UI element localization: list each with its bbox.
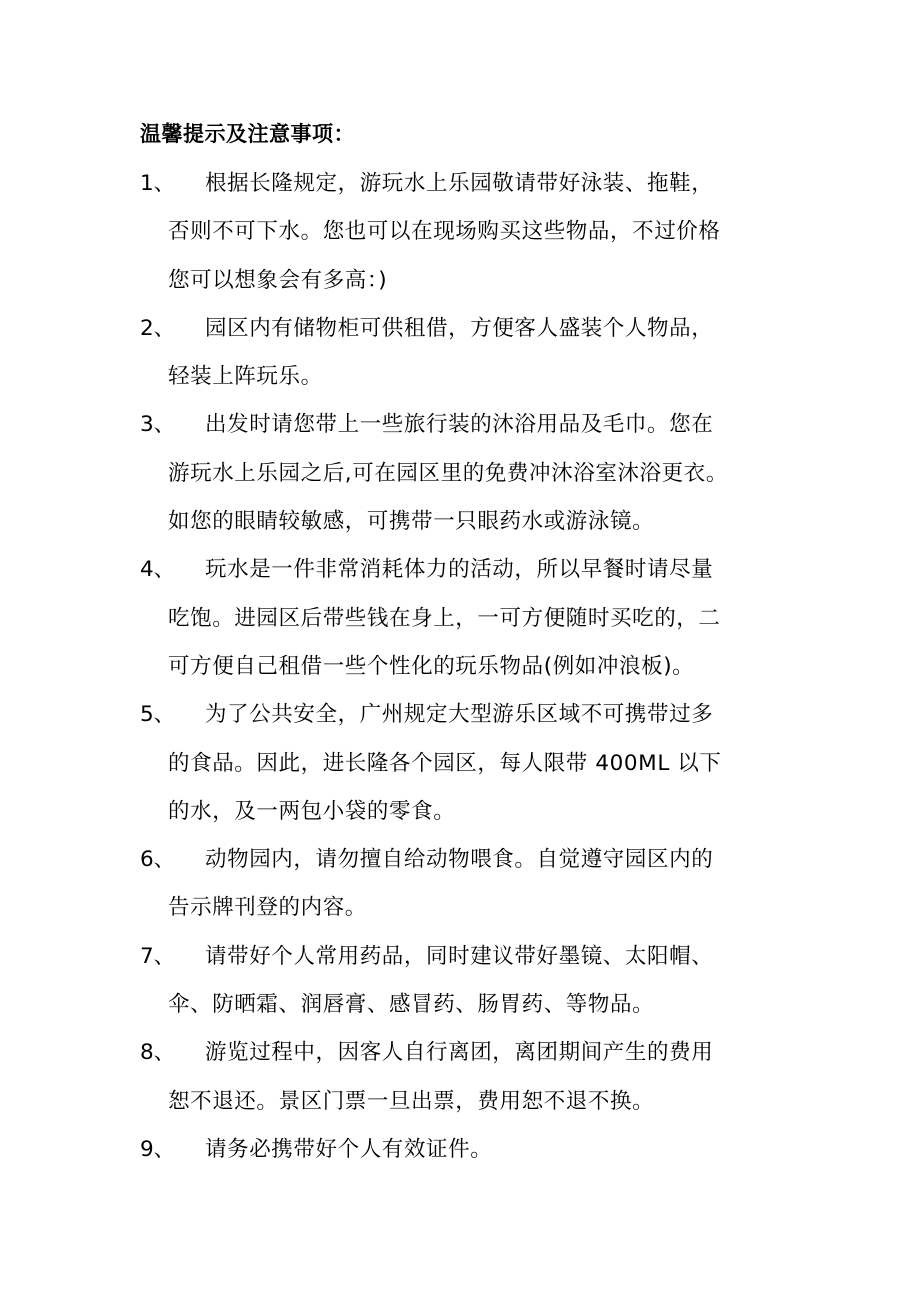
item-text-line: 请带好个人常用药品，同时建议带好墨镜、太阳帽、 <box>205 943 714 969</box>
list-item-2 <box>140 305 790 402</box>
list-item-4 <box>140 546 790 691</box>
item-text-line: 可方便自己租借一些个性化的玩乐物品(例如冲浪板)。 <box>168 653 695 679</box>
item-text-line: 游览过程中，因客人自行离团，离团期间产生的费用 <box>205 1040 714 1066</box>
item-text-line: 告示牌刊登的内容。 <box>168 895 367 921</box>
item-text-line: 动物园内，请勿擅自给动物喂食。自觉遵守园区内的 <box>205 847 714 873</box>
item-text-line: 请务必携带好个人有效证件。 <box>205 1136 493 1162</box>
item-text-line: 您可以想象会有多高：) <box>168 267 388 293</box>
item-number: 4、 <box>140 557 176 583</box>
list-item-8 <box>140 1029 790 1126</box>
item-text-line: 园区内有储物柜可供租借，方便客人盛装个人物品， <box>205 315 714 341</box>
item-number: 7、 <box>140 943 176 969</box>
list-item-7 <box>140 933 790 1030</box>
item-number: 3、 <box>140 412 176 438</box>
list-item-3 <box>140 401 790 546</box>
item-text-line: 如您的眼睛较敏感，可携带一只眼药水或游泳镜。 <box>168 509 655 535</box>
item-number: 2、 <box>140 315 176 341</box>
item-number: 8、 <box>140 1040 176 1066</box>
item-text-line: 为了公共安全，广州规定大型游乐区域不可携带过多 <box>205 702 714 728</box>
list-item-9 <box>140 1126 790 1174</box>
item-text-line: 的水，及一两包小袋的零食。 <box>168 798 456 824</box>
item-text-line: 游玩水上乐园之后,可在园区里的免费冲沐浴室沐浴更衣。 <box>168 460 728 486</box>
item-number: 5、 <box>140 702 176 728</box>
item-text-line: 轻装上阵玩乐。 <box>168 364 323 390</box>
document-title: 温馨提示及注意事项： <box>140 122 355 146</box>
list-item-1 <box>140 160 790 305</box>
list-item-6 <box>140 836 790 933</box>
item-text-line: 恕不退还。景区门票一旦出票，费用恕不退不换。 <box>168 1088 655 1114</box>
item-text-line: 出发时请您带上一些旅行装的沐浴用品及毛巾。您在 <box>205 412 714 438</box>
item-number: 6、 <box>140 847 176 873</box>
item-text-line: 玩水是一件非常消耗体力的活动，所以早餐时请尽量 <box>205 557 714 583</box>
item-text-line: 否则不可下水。您也可以在现场购买这些物品，不过价格 <box>168 219 721 245</box>
list-item-5 <box>140 691 790 836</box>
item-number: 9、 <box>140 1136 176 1162</box>
notice-list <box>140 160 790 1174</box>
item-text-line: 伞、防晒霜、润唇膏、感冒药、肠胃药、等物品。 <box>168 992 655 1018</box>
item-text-line: 的食品。因此，进长隆各个园区，每人限带 400ML 以下 <box>168 750 722 776</box>
item-number: 1、 <box>140 171 176 196</box>
item-text-line: 根据长隆规定，游玩水上乐园敬请带好泳装、拖鞋， <box>205 171 714 196</box>
item-text-line: 吃饱。进园区后带些钱在身上，一可方便随时买吃的，二 <box>168 605 721 631</box>
